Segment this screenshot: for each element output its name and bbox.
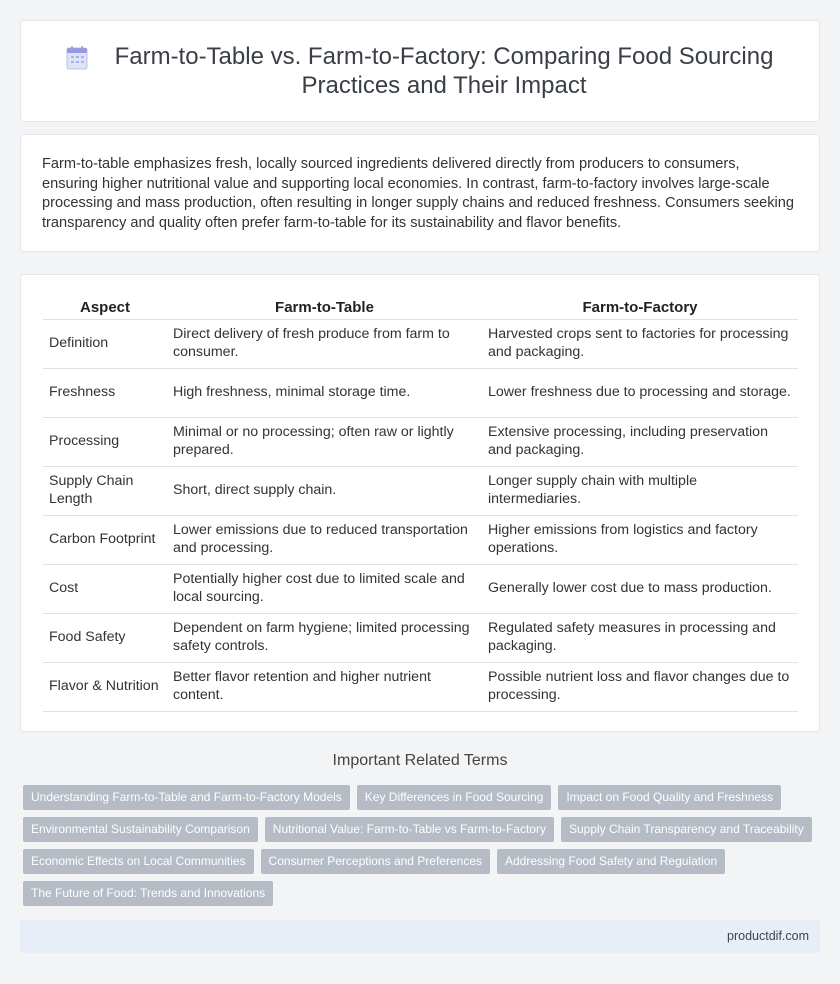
related-tag[interactable]: Consumer Perceptions and Preferences	[261, 849, 490, 874]
farm-to-table-cell: Better flavor retention and higher nutrient content.	[167, 662, 482, 711]
footer	[20, 920, 820, 953]
farm-to-factory-cell: Harvested crops sent to factories for processing and packaging.	[482, 319, 798, 368]
page-title: Farm-to-Table vs. Farm-to-Factory: Comparing Food Sourcing Practices and Their Impact	[114, 43, 774, 99]
aspect-cell: Definition	[43, 319, 167, 368]
comparison-table	[43, 295, 798, 712]
header-farm-to-table: Farm-to-Table	[167, 295, 482, 319]
farm-to-table-cell: Potentially higher cost due to limited scale and local sourcing.	[167, 564, 482, 613]
related-tag[interactable]: Understanding Farm-to-Table and Farm-to-Factory Models	[23, 785, 350, 810]
related-tag[interactable]: Economic Effects on Local Communities	[23, 849, 254, 874]
farm-to-factory-cell: Generally lower cost due to mass production.	[482, 564, 798, 613]
table-row	[43, 466, 798, 515]
farm-to-table-cell: Direct delivery of fresh produce from farm to consumer.	[167, 319, 482, 368]
header-card	[20, 20, 820, 122]
farm-to-factory-cell: Higher emissions from logistics and factory operations.	[482, 515, 798, 564]
aspect-cell: Freshness	[43, 368, 167, 417]
farm-to-table-cell: Lower emissions due to reduced transportation and processing.	[167, 515, 482, 564]
aspect-cell: Food Safety	[43, 613, 167, 662]
aspect-cell: Flavor & Nutrition	[43, 662, 167, 711]
related-tag[interactable]: Key Differences in Food Sourcing	[357, 785, 552, 810]
aspect-cell: Supply Chain Length	[43, 466, 167, 515]
table-row	[43, 368, 798, 417]
farm-to-factory-cell: Possible nutrient loss and flavor changes due to processing.	[482, 662, 798, 711]
farm-to-table-cell: Dependent on farm hygiene; limited processing safety controls.	[167, 613, 482, 662]
table-row	[43, 662, 798, 711]
document-icon	[66, 46, 88, 70]
table-row	[43, 564, 798, 613]
title-wrap	[66, 42, 774, 100]
related-tag[interactable]: The Future of Food: Trends and Innovations	[23, 881, 273, 906]
intro-card	[20, 134, 820, 252]
farm-to-factory-cell: Extensive processing, including preservation and packaging.	[482, 417, 798, 466]
aspect-cell: Cost	[43, 564, 167, 613]
farm-to-table-cell: High freshness, minimal storage time.	[167, 368, 482, 417]
header-aspect: Aspect	[43, 295, 167, 319]
related-tag[interactable]: Impact on Food Quality and Freshness	[558, 785, 781, 810]
farm-to-table-cell: Minimal or no processing; often raw or lightly prepared.	[167, 417, 482, 466]
farm-to-factory-cell: Lower freshness due to processing and storage.	[482, 368, 798, 417]
aspect-cell: Carbon Footprint	[43, 515, 167, 564]
farm-to-factory-cell: Longer supply chain with multiple intermediaries.	[482, 466, 798, 515]
farm-to-table-cell: Short, direct supply chain.	[167, 466, 482, 515]
comparison-card	[20, 274, 820, 732]
related-tag[interactable]: Nutritional Value: Farm-to-Table vs Farm-to-Factory	[265, 817, 554, 842]
related-tags	[23, 785, 823, 913]
table-row	[43, 613, 798, 662]
related-terms-title: Important Related Terms	[332, 752, 508, 769]
table-row	[43, 417, 798, 466]
intro-text: Farm-to-table emphasizes fresh, locally sourced ingredients delivered directly from producers to consumers, ensuring higher nutritional value and supporting local economies. In contrast, farm-to-factory involves large-scale processing and mass production, often resulting in longer supply chains and reduced freshness. Consumers seeking transparency and quality often prefer farm-to-table for its sustainability and flavor benefits.	[42, 156, 795, 231]
related-tag[interactable]: Addressing Food Safety and Regulation	[497, 849, 725, 874]
farm-to-factory-cell: Regulated safety measures in processing and packaging.	[482, 613, 798, 662]
header-farm-to-factory: Farm-to-Factory	[482, 295, 798, 319]
related-tag[interactable]: Environmental Sustainability Comparison	[23, 817, 258, 842]
table-row	[43, 515, 798, 564]
table-header-row	[43, 295, 798, 319]
related-tag[interactable]: Supply Chain Transparency and Traceability	[561, 817, 812, 842]
table-row	[43, 319, 798, 368]
footer-site[interactable]: productdif.com	[727, 929, 809, 943]
aspect-cell: Processing	[43, 417, 167, 466]
